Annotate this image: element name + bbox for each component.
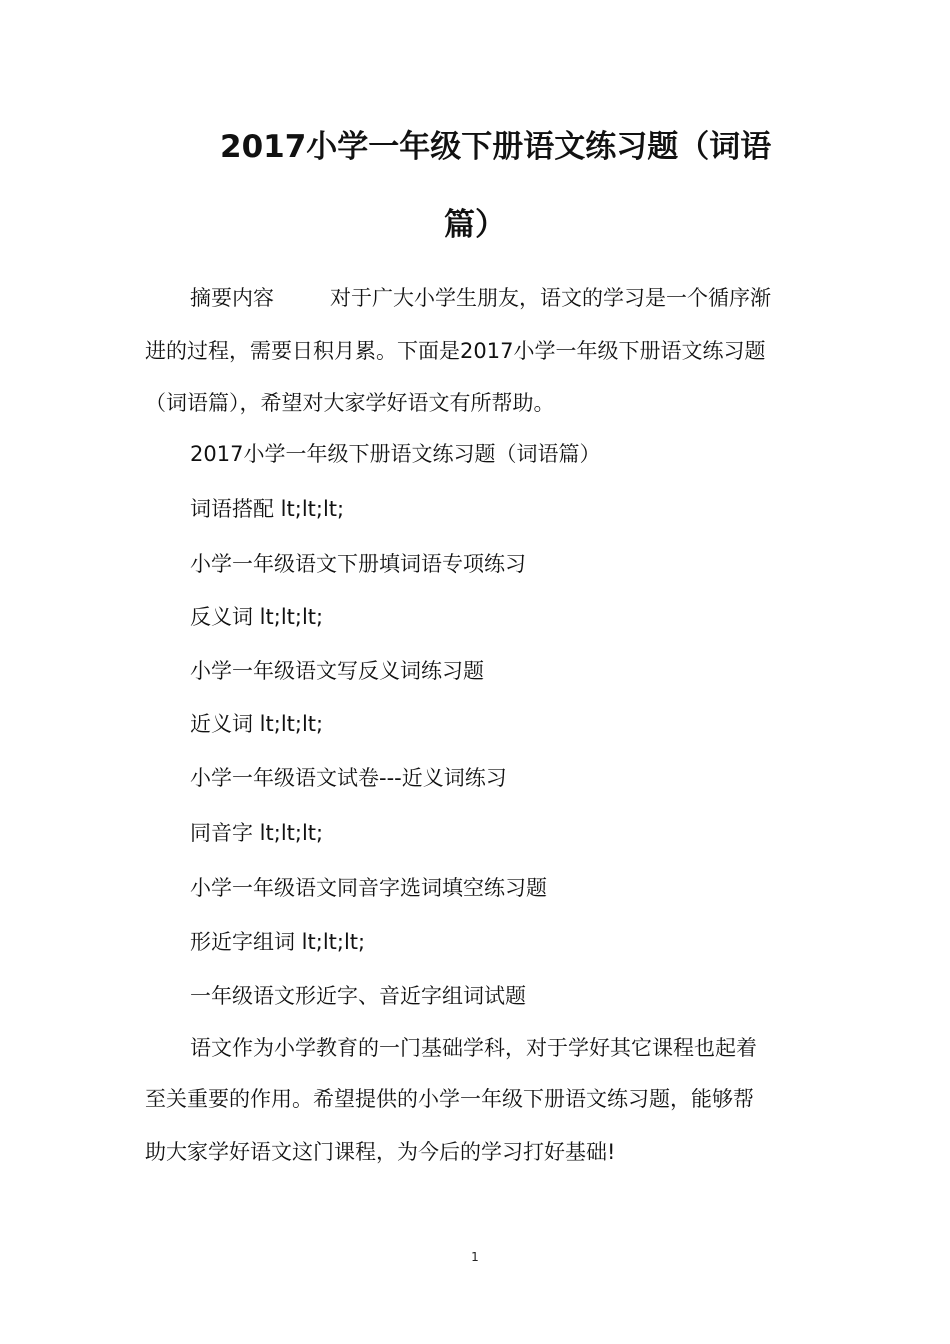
list-item: 近义词 lt;lt;lt;	[190, 712, 324, 736]
list-item: 形近字组词 lt;lt;lt;	[190, 930, 366, 954]
closing-text-line3: 助大家学好语文这门课程，为今后的学习打好基础!	[145, 1140, 616, 1164]
section-heading: 2017小学一年级下册语文练习题（词语篇）	[190, 442, 601, 466]
closing-text-line1: 语文作为小学教育的一门基础学科，对于学好其它课程也起着	[190, 1036, 757, 1060]
list-item: 小学一年级语文试卷---近义词练习	[190, 766, 507, 790]
list-item: 一年级语文形近字、音近字组词试题	[190, 984, 526, 1008]
list-item: 词语搭配 lt;lt;lt;	[190, 497, 345, 521]
list-item: 小学一年级语文写反义词练习题	[190, 659, 484, 683]
abstract-text-line1: 对于广大小学生朋友，语文的学习是一个循序渐	[330, 286, 771, 310]
list-item: 反义词 lt;lt;lt;	[190, 605, 324, 629]
abstract-label: 摘要内容	[190, 286, 274, 310]
abstract-paragraph	[190, 284, 810, 312]
page-number: 1	[471, 1250, 479, 1264]
document-title: 2017小学一年级下册语文练习题（词语	[220, 129, 772, 165]
document-title-continued: 篇）	[444, 207, 506, 243]
list-item: 同音字 lt;lt;lt;	[190, 821, 324, 845]
closing-text-line2: 至关重要的作用。希望提供的小学一年级下册语文练习题，能够帮	[145, 1087, 754, 1111]
list-item: 小学一年级语文同音字选词填空练习题	[190, 876, 547, 900]
abstract-text-line3: （词语篇），希望对大家学好语文有所帮助。	[145, 391, 555, 415]
list-item: 小学一年级语文下册填词语专项练习	[190, 552, 526, 576]
abstract-text-line2: 进的过程，需要日积月累。下面是2017小学一年级下册语文练习题	[145, 339, 766, 363]
